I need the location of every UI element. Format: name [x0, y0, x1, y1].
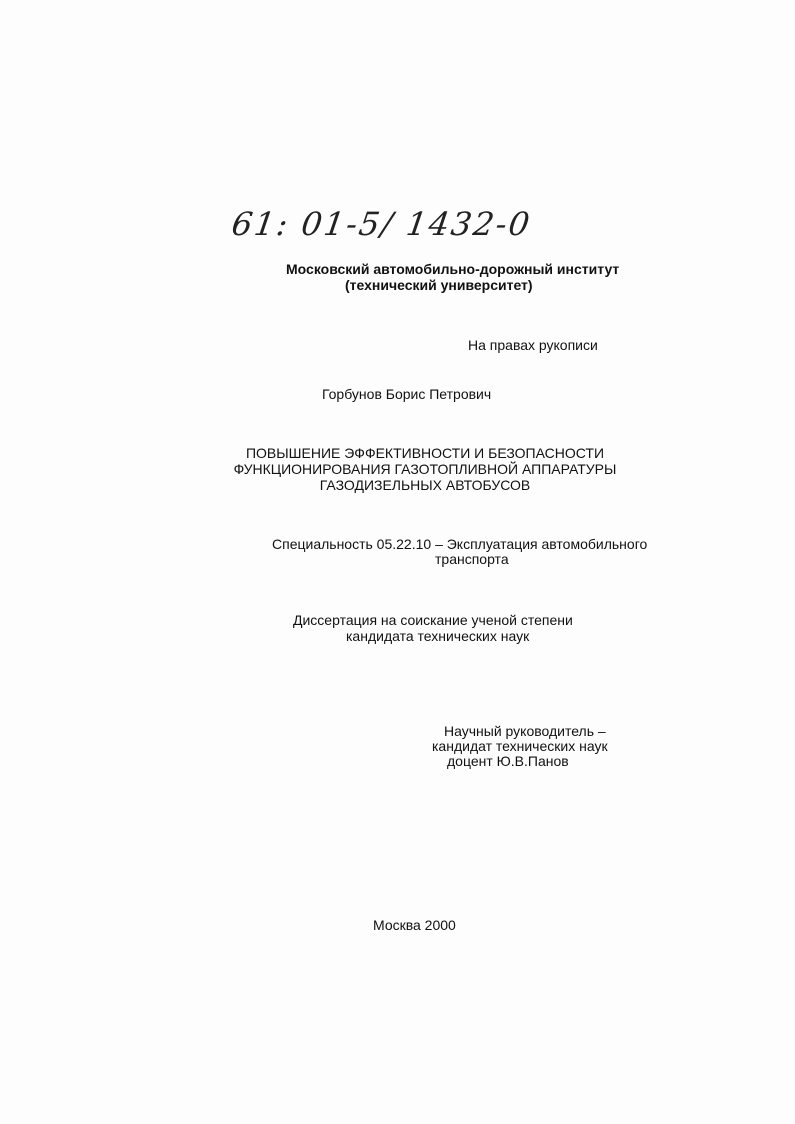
- specialty-line-2: транспорта: [435, 551, 509, 567]
- specialty-line-1: Специальность 05.22.10 – Эксплуатация автомобильного: [272, 536, 648, 552]
- supervisor-line-1: Научный руководитель –: [444, 723, 606, 739]
- title-line-3: ГАЗОДИЗЕЛЬНЫХ АВТОБУСОВ: [319, 477, 531, 493]
- title-line-2: ФУНКЦИОНИРОВАНИЯ ГАЗОТОПЛИВНОЙ АППАРАТУРЫ: [233, 461, 617, 477]
- handwritten-registration-number: 61: 01-5/ 1432-0: [229, 205, 534, 243]
- institution-name: Московский автомобильно-дорожный институт: [286, 261, 620, 277]
- city-year: Москва 2000: [373, 917, 456, 933]
- manuscript-note: На правах рукописи: [468, 337, 598, 353]
- title-line-1: ПОВЫШЕНИЕ ЭФФЕКТИВНОСТИ И БЕЗОПАСНОСТИ: [245, 445, 605, 461]
- degree-line-1: Диссертация на соискание ученой степени: [293, 612, 573, 628]
- institution-subtitle: (технический университет): [345, 277, 533, 293]
- supervisor-line-2: кандидат технических наук: [432, 738, 608, 754]
- author-name: Горбунов Борис Петрович: [322, 386, 492, 402]
- supervisor-line-3: доцент Ю.В.Панов: [447, 753, 569, 769]
- degree-line-2: кандидата технических наук: [346, 628, 530, 644]
